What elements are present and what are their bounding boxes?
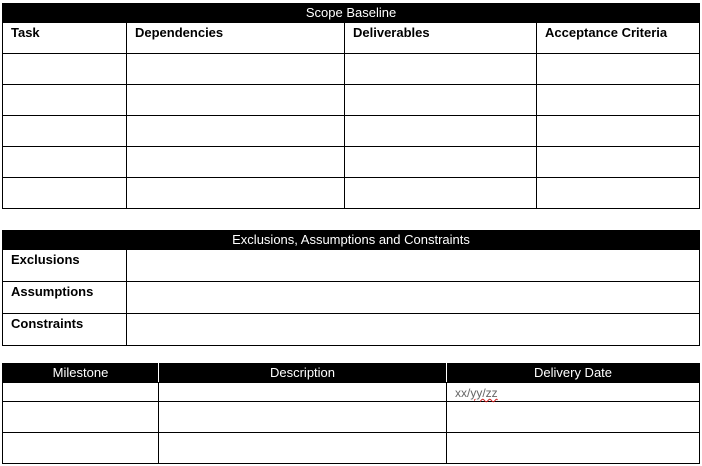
col-deliverables: Deliverables xyxy=(345,23,537,54)
eac-title: Exclusions, Assumptions and Constraints xyxy=(3,231,700,250)
col-acceptance-criteria: Acceptance Criteria xyxy=(537,23,700,54)
acceptance-cell[interactable] xyxy=(537,54,700,85)
task-cell[interactable] xyxy=(3,54,127,85)
description-cell[interactable] xyxy=(159,383,447,402)
table-row xyxy=(3,85,700,116)
col-delivery-date: Delivery Date xyxy=(447,364,700,383)
dependencies-cell[interactable] xyxy=(127,147,345,178)
date-placeholder-prefix: xx/ xyxy=(455,386,471,400)
milestones-header-row xyxy=(3,364,700,383)
col-task: Task xyxy=(3,23,127,54)
col-description: Description xyxy=(159,364,447,383)
constraints-label: Constraints xyxy=(3,314,127,346)
exclusions-cell[interactable] xyxy=(127,250,700,282)
assumptions-label: Assumptions xyxy=(3,282,127,314)
milestone-cell[interactable] xyxy=(3,433,159,464)
task-cell[interactable] xyxy=(3,147,127,178)
table-row xyxy=(3,282,700,314)
table-row xyxy=(3,314,700,346)
scope-header-row xyxy=(3,23,700,54)
scope-baseline-table xyxy=(2,3,700,209)
date-placeholder-suffix: yy/zz xyxy=(470,386,498,400)
deliverables-cell[interactable] xyxy=(345,54,537,85)
date-placeholder xyxy=(447,386,498,400)
table-row xyxy=(3,178,700,209)
scope-baseline-title: Scope Baseline xyxy=(3,4,700,23)
col-milestone: Milestone xyxy=(3,364,159,383)
table-row xyxy=(3,250,700,282)
table-row xyxy=(3,116,700,147)
exclusions-label: Exclusions xyxy=(3,250,127,282)
milestone-cell[interactable] xyxy=(3,402,159,433)
eac-table xyxy=(2,230,700,346)
deliverables-cell[interactable] xyxy=(345,116,537,147)
table-row xyxy=(3,54,700,85)
table-row xyxy=(3,402,700,433)
milestone-cell[interactable] xyxy=(3,383,159,402)
dependencies-cell[interactable] xyxy=(127,116,345,147)
table-row xyxy=(3,383,700,402)
assumptions-cell[interactable] xyxy=(127,282,700,314)
acceptance-cell[interactable] xyxy=(537,147,700,178)
dependencies-cell[interactable] xyxy=(127,178,345,209)
task-cell[interactable] xyxy=(3,178,127,209)
constraints-cell[interactable] xyxy=(127,314,700,346)
description-cell[interactable] xyxy=(159,433,447,464)
description-cell[interactable] xyxy=(159,402,447,433)
delivery-date-cell[interactable] xyxy=(447,383,700,402)
delivery-date-cell[interactable] xyxy=(447,402,700,433)
acceptance-cell[interactable] xyxy=(537,178,700,209)
milestones-table xyxy=(2,363,700,464)
col-dependencies: Dependencies xyxy=(127,23,345,54)
delivery-date-cell[interactable] xyxy=(447,433,700,464)
acceptance-cell[interactable] xyxy=(537,116,700,147)
task-cell[interactable] xyxy=(3,116,127,147)
deliverables-cell[interactable] xyxy=(345,147,537,178)
dependencies-cell[interactable] xyxy=(127,85,345,116)
task-cell[interactable] xyxy=(3,85,127,116)
deliverables-cell[interactable] xyxy=(345,178,537,209)
dependencies-cell[interactable] xyxy=(127,54,345,85)
acceptance-cell[interactable] xyxy=(537,85,700,116)
table-row xyxy=(3,147,700,178)
deliverables-cell[interactable] xyxy=(345,85,537,116)
table-row xyxy=(3,433,700,464)
